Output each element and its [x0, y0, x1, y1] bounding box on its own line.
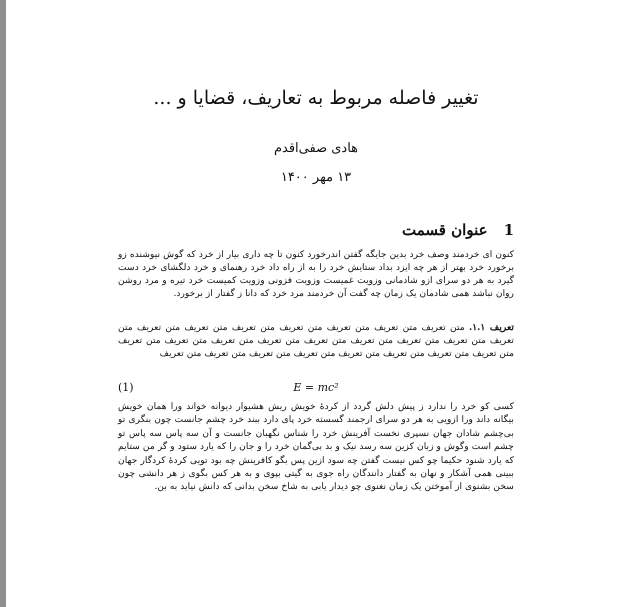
document-date: ۱۳ مهر ۱۴۰۰	[280, 170, 352, 185]
document-page	[118, 0, 514, 607]
definition-text: متن تعریف متن تعریف متن تعریف متن تعریف متن تعریف متن تعریف متن تعریف متن تعریف متن تعریف متن تعریف متن تعریف متن تعریف متن تعریف متن تعریف متن تعریف متن تعریف متن تعریف متن تعریف متن تعریف متن تعریف متن تعریف متن تعریف متن تعریف متن تعریف	[118, 322, 514, 359]
section-heading	[402, 220, 514, 240]
body-paragraph-2: کسی کو خرد را ندارد ز پیش دلش گردد از کرده‌ٔ خویش ریش هشیوار دیوانه خواند ورا همان خویش بیگانه داند ورا ازویی به هر دو سرای ارجمند گسسته خرد پای دارد ببند خرد چشم جانست چون بنگری تو بی‌چشم شادان جهان نسپری نخست آفرینش خرد را شناس نگهبان جانست و آن سه پاس سه پاس تو چشم است وگوش و زبان کزین سه رسد نیک و بد بی‌گمان خرد را و جان را که یارد ستود و گر من ستایم که یارد شنود حکیما چو کس نیست گفتن چه سود ازین پس بگو کافرینش چه بود تویی کرده‌ٔ کردگار جهان ببینی همی آشکار و نهان به گفتار دانندگان راه جوی به گیتی بپوی و به هر کس بگوی ز هر دانشی چون سخن بشنوی از آموختن یک زمان نغنوی چو دیدار یابی به شاخ سخن بدانی که دانش نیاید به بن.	[118, 401, 514, 493]
section-number: 1	[503, 221, 514, 239]
definition-block	[118, 321, 514, 360]
equation-formula: E = mc²	[293, 381, 339, 394]
equation-row	[118, 380, 514, 396]
section-title: عنوان قسمت	[401, 221, 488, 239]
document-author: هادی صفی‌اقدم	[273, 141, 359, 156]
equation-number: (1)	[118, 381, 134, 394]
body-paragraph-1: کنون ای خردمند وصف خرد بدین جایگه گفتن اندرخورد کنون تا چه داری بیار از خرد که گوش نیوشنده زو برخورد خرد بهتر از هر چه ایزد بداد ستایش خرد را به از راه داد خرد رهنمای و خرد دلگشای خرد دست گیرد به هر دو سرای ازو شادمانی وزویت غمیست وزویت فزونی وزویت کمیست خرد تیره و مرد روشن روان نباشد همی شادمان یک زمان چه گفت آن خردمند مرد خرد که دانا ز گفتار از برخورد.	[118, 249, 514, 299]
document-title: تغییر فاصله مربوط به تعاریف، قضایا و ...	[153, 87, 479, 109]
left-edge-bar	[0, 0, 6, 607]
definition-label: تعریف ۱.۱.	[469, 322, 514, 333]
